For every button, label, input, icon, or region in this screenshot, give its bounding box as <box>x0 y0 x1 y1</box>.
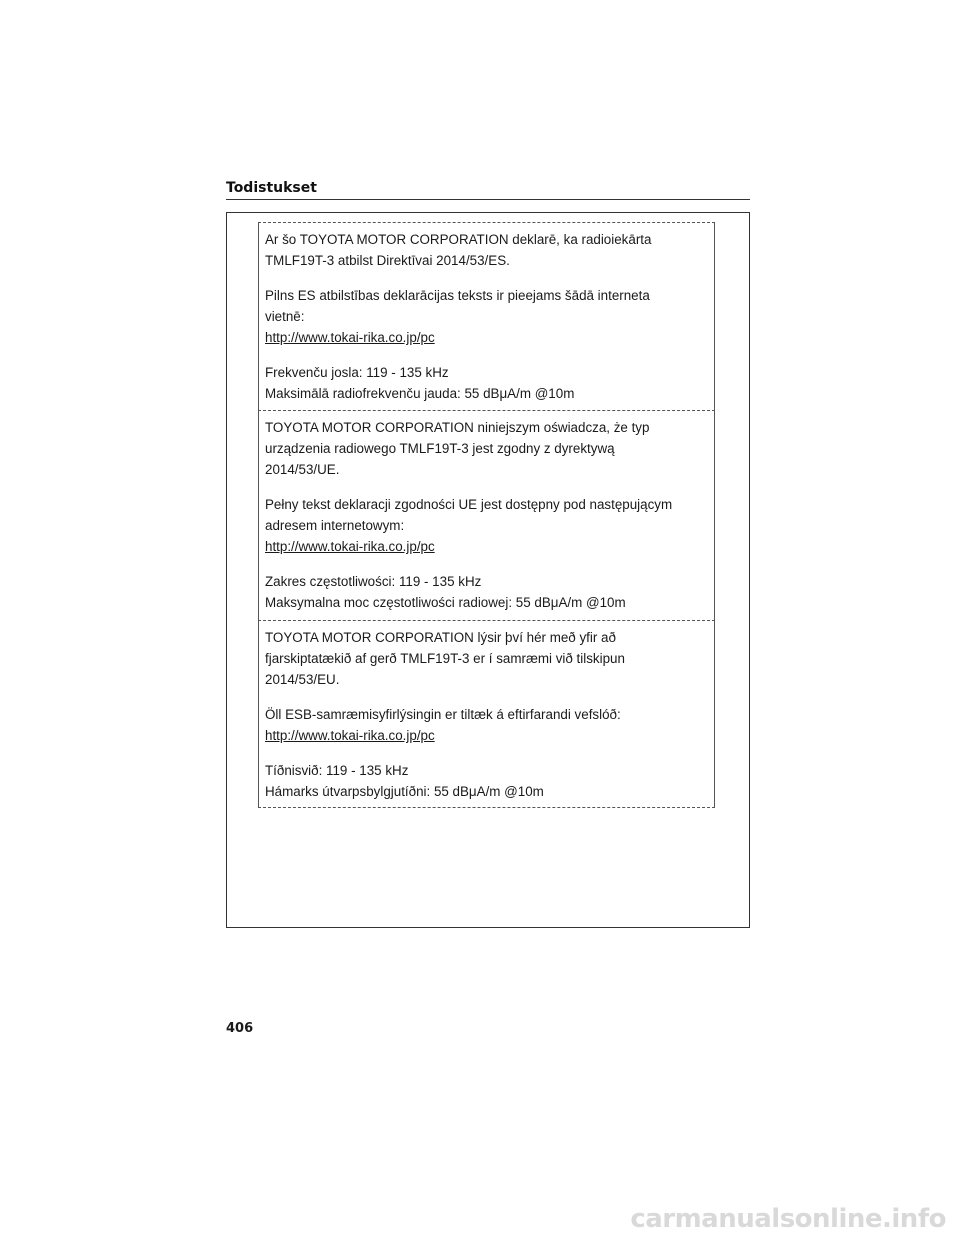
max-power: Maksymalna moc częstotliwości radiowej: 55 dBμA/m @10m <box>265 595 626 610</box>
declaration-url-link[interactable]: http://www.tokai-rika.co.jp/pc <box>265 728 435 743</box>
frequency-band: Frekvenču josla: 119 - 135 kHz <box>265 365 449 380</box>
declaration-url-link[interactable]: http://www.tokai-rika.co.jp/pc <box>265 330 435 345</box>
declaration-statement: TOYOTA MOTOR CORPORATION niniejszym oświadcza, że typ urządzenia radiowego TMLF19T-3 jest zgodny z dyrektywą 2014/53/UE. <box>265 420 650 477</box>
section-title: Todistukset <box>226 180 317 196</box>
declaration-specs <box>265 571 714 613</box>
frequency-band: Tíðnisvið: 119 - 135 kHz <box>265 763 409 778</box>
declaration-polish <box>258 410 715 622</box>
declaration-latvian <box>258 222 715 412</box>
declaration-icelandic <box>258 620 715 808</box>
frequency-band: Zakres częstotliwości: 119 - 135 kHz <box>265 574 482 589</box>
watermark: carmanualsonline.info <box>630 1204 946 1234</box>
page-number: 406 <box>226 1021 254 1036</box>
declaration-availability: Pełny tekst deklaracji zgodności UE jest dostępny pod następującym adresem internetowym: http://www.tokai-rika.co.jp/pc <box>265 494 714 557</box>
declaration-url-link[interactable]: http://www.tokai-rika.co.jp/pc <box>265 539 435 554</box>
declaration-availability: Öll ESB-samræmisyfirlýsingin er tiltæk á eftirfarandi vefslóð: http://www.tokai-rika.co.jp/pc <box>265 704 714 746</box>
declaration-specs <box>265 362 714 404</box>
max-power: Hámarks útvarpsbylgjutíðni: 55 dBμA/m @10m <box>265 784 544 799</box>
declaration-specs <box>265 760 714 802</box>
declaration-availability: Pilns ES atbilstības deklarācijas teksts ir pieejams šādā interneta vietnē: http://www.tokai-rika.co.jp/pc <box>265 285 714 348</box>
title-divider <box>226 199 750 200</box>
max-power: Maksimālā radiofrekvenču jauda: 55 dBμA/m @10m <box>265 386 575 401</box>
declaration-statement: Ar šo TOYOTA MOTOR CORPORATION deklarē, ka radioiekārta TMLF19T-3 atbilst Direktīvai 2014/53/ES. <box>265 232 652 268</box>
declaration-statement: TOYOTA MOTOR CORPORATION lýsir því hér með yfir að fjarskiptatækið af gerð TMLF19T-3 er í samræmi við tilskipun 2014/53/EU. <box>265 630 625 687</box>
